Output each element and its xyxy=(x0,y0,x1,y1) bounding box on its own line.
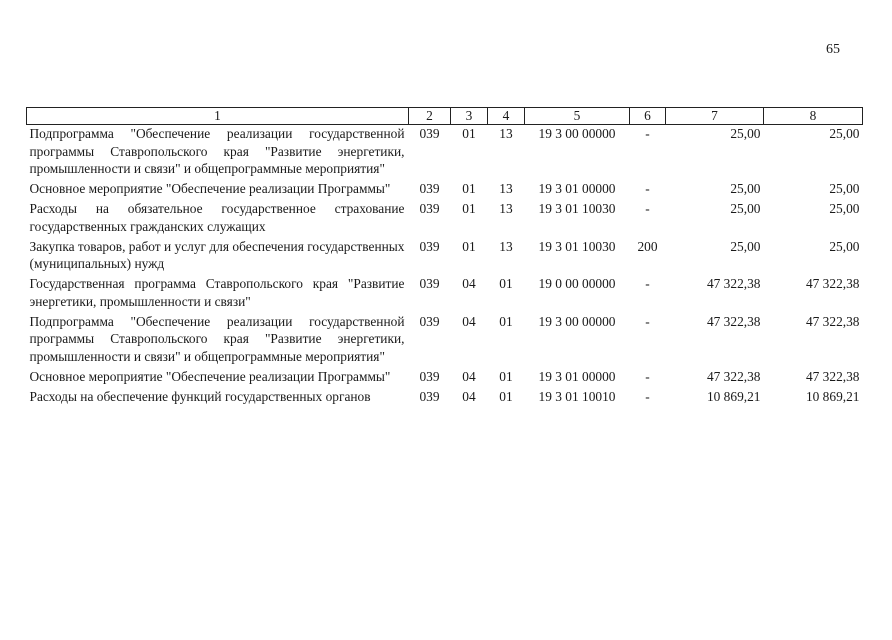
row-expense-type: - xyxy=(645,126,650,141)
row-sum-2: 25,00 xyxy=(829,181,860,196)
row-expense-type: - xyxy=(645,201,650,216)
row-sum-1: 25,00 xyxy=(730,181,761,196)
row-sum-1: 25,00 xyxy=(730,126,761,141)
row-target-article: 19 3 01 00000 xyxy=(538,181,616,196)
header-col-2: 2 xyxy=(409,108,451,125)
row-target-article: 19 3 01 10010 xyxy=(538,388,616,404)
row-sum-2: 25,00 xyxy=(829,238,860,254)
row-subsection: 01 xyxy=(499,313,513,329)
table-row xyxy=(27,275,863,313)
row-expense-type: - xyxy=(645,388,650,404)
row-name: Подпрограмма "Обеспечение реализации государственной программы Ставропольского края "Развитие энергетики, промышленности и связи" и общепрограммные мероприятия" xyxy=(29,126,405,176)
row-sum-2: 47 322,38 xyxy=(805,368,860,384)
row-name: Подпрограмма "Обеспечение реализации государственной программы Ставропольского края "Развитие энергетики, промышленности и связи" и общепрограммные мероприятия" xyxy=(29,313,405,364)
row-name: Закупка товаров, работ и услуг для обеспечения государственных (муниципальных) нужд xyxy=(29,238,405,271)
row-sum-1: 10 869,21 xyxy=(706,388,761,404)
table-header xyxy=(27,108,863,125)
header-col-4: 4 xyxy=(488,108,525,125)
row-subsection: 13 xyxy=(499,201,513,216)
row-sum-1: 25,00 xyxy=(730,201,761,216)
row-grbs: 039 xyxy=(419,126,440,141)
row-name: Основное мероприятие "Обеспечение реализации Программы" xyxy=(29,368,391,384)
header-col-1: 1 xyxy=(27,108,409,125)
row-expense-type: - xyxy=(645,368,650,384)
row-section: 04 xyxy=(462,388,476,404)
row-grbs: 039 xyxy=(419,368,440,384)
row-section: 04 xyxy=(462,313,476,329)
row-sum-1: 47 322,38 xyxy=(706,368,761,384)
row-grbs: 039 xyxy=(419,238,440,254)
table-body xyxy=(27,125,863,408)
row-section: 01 xyxy=(462,181,476,196)
header-col-5: 5 xyxy=(525,108,630,125)
row-name: Расходы на обязательное государственное страхование государственных гражданских служащих xyxy=(29,201,405,234)
row-subsection: 13 xyxy=(499,126,513,141)
row-sum-2: 25,00 xyxy=(829,126,860,141)
row-target-article: 19 3 01 10030 xyxy=(538,201,616,216)
row-grbs: 039 xyxy=(419,276,440,291)
row-name: Расходы на обеспечение функций государственных органов xyxy=(29,388,371,404)
table-row xyxy=(27,200,863,238)
row-section: 01 xyxy=(462,201,476,216)
row-expense-type: - xyxy=(645,181,650,196)
row-target-article: 19 3 00 00000 xyxy=(538,126,616,141)
row-name: Основное мероприятие "Обеспечение реализации Программы" xyxy=(29,181,391,196)
row-grbs: 039 xyxy=(419,181,440,196)
budget-table xyxy=(26,107,863,408)
row-target-article: 19 3 00 00000 xyxy=(538,313,616,329)
header-row xyxy=(27,108,863,125)
row-subsection: 01 xyxy=(499,276,513,291)
row-target-article: 19 3 01 00000 xyxy=(538,368,616,384)
page-number: 65 xyxy=(826,42,840,57)
row-section: 04 xyxy=(462,276,476,291)
row-sum-1: 47 322,38 xyxy=(706,276,761,291)
row-sum-2: 25,00 xyxy=(829,201,860,216)
row-expense-type: - xyxy=(645,276,650,291)
row-expense-type: 200 xyxy=(637,238,658,254)
row-section: 01 xyxy=(462,238,476,254)
table-row xyxy=(27,313,863,368)
row-section: 04 xyxy=(462,368,476,384)
row-subsection: 01 xyxy=(499,388,513,404)
row-sum-2: 47 322,38 xyxy=(805,313,860,329)
table-row xyxy=(27,368,863,388)
row-sum-2: 47 322,38 xyxy=(805,276,860,291)
row-subsection: 01 xyxy=(499,368,513,384)
row-sum-2: 10 869,21 xyxy=(805,388,860,404)
row-subsection: 13 xyxy=(499,181,513,196)
table-row xyxy=(27,388,863,408)
row-grbs: 039 xyxy=(419,388,440,404)
table-row xyxy=(27,238,863,276)
row-subsection: 13 xyxy=(499,238,513,254)
row-target-article: 19 3 01 10030 xyxy=(538,238,616,254)
row-grbs: 039 xyxy=(419,313,440,329)
table-row xyxy=(27,180,863,200)
row-name: Государственная программа Ставропольского края "Развитие энергетики, промышленности и связи" xyxy=(29,276,405,309)
row-sum-1: 47 322,38 xyxy=(706,313,761,329)
row-section: 01 xyxy=(462,126,476,141)
header-col-8: 8 xyxy=(764,108,863,125)
row-target-article: 19 0 00 00000 xyxy=(538,276,616,291)
header-col-3: 3 xyxy=(451,108,488,125)
header-col-7: 7 xyxy=(666,108,764,125)
header-col-6: 6 xyxy=(630,108,666,125)
row-sum-1: 25,00 xyxy=(730,238,761,254)
table-row xyxy=(27,125,863,181)
row-grbs: 039 xyxy=(419,201,440,216)
row-expense-type: - xyxy=(645,313,650,329)
